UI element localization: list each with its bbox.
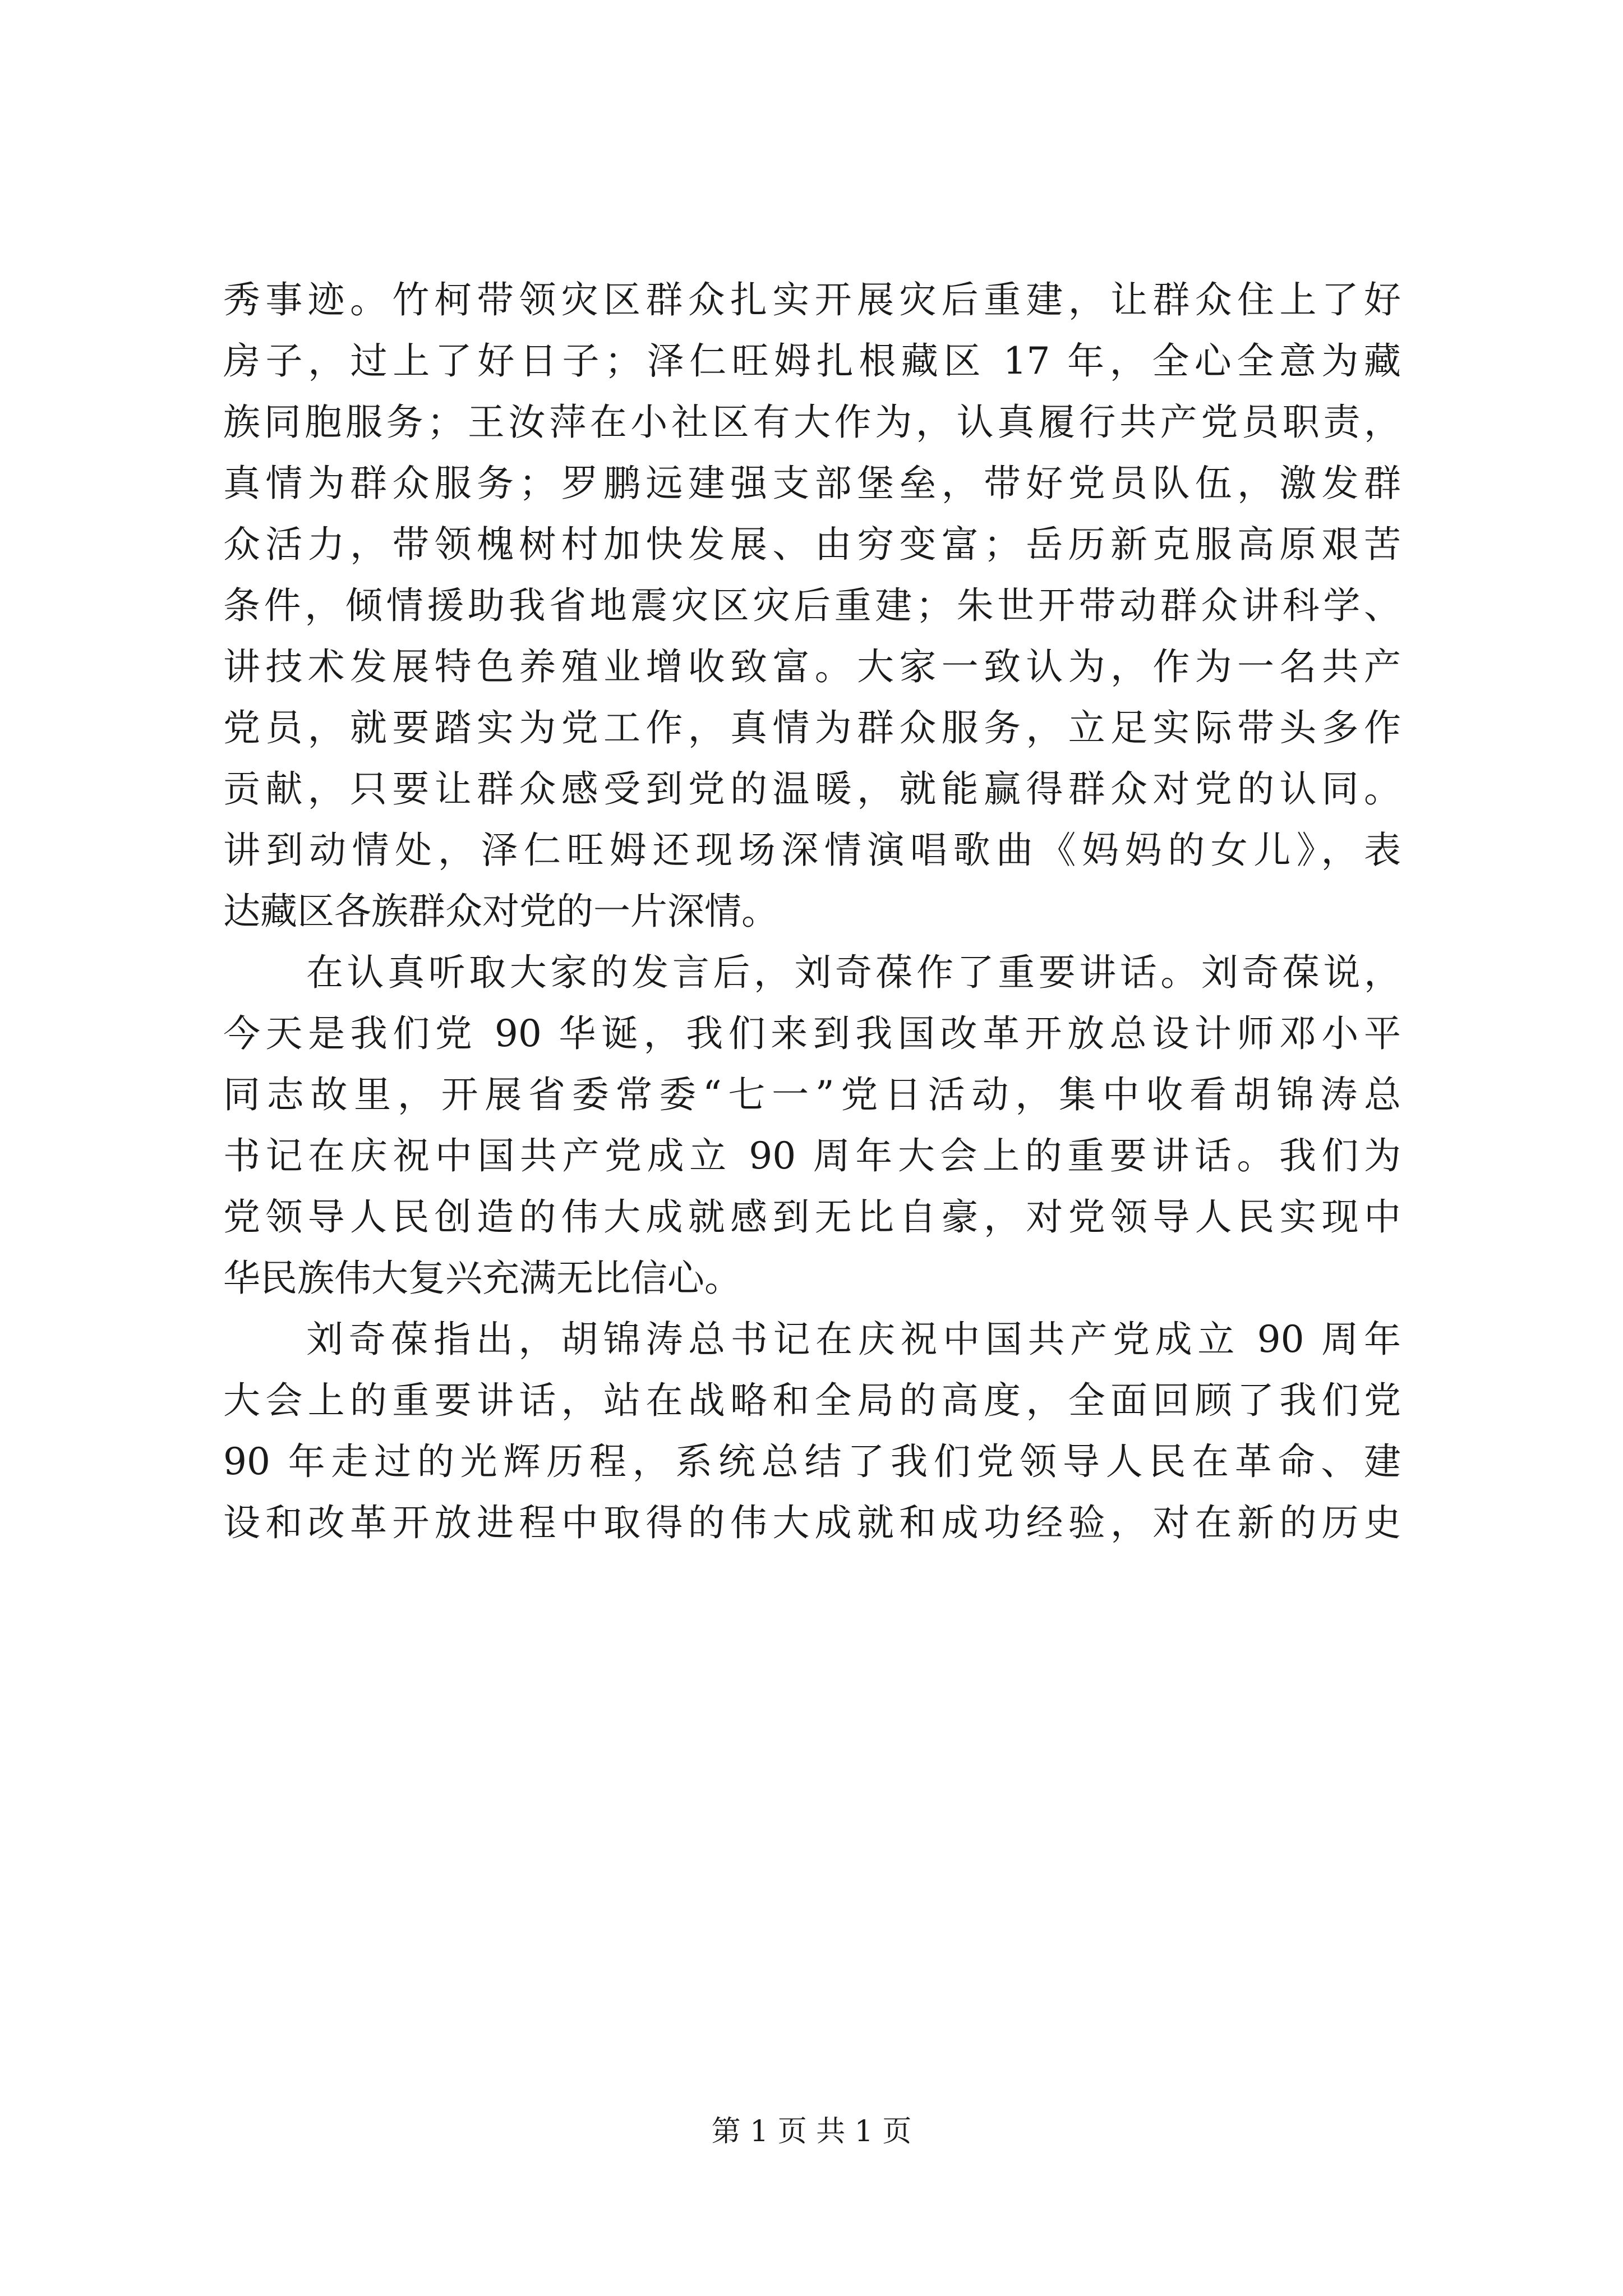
text-line: 华民族伟大复兴充满无比信心。 xyxy=(223,1257,741,1300)
text-line: 讲到动情处，泽仁旺姆还现场深情演唱歌曲《妈妈的女儿》，表 xyxy=(223,829,1401,872)
text-line: 族同胞服务；王汝萍在小社区有大作为，认真履行共产党员职责， xyxy=(223,401,1401,444)
text-line: 90 年走过的光辉历程，系统总结了我们党领导人民在革命、建 xyxy=(223,1440,1401,1483)
paragraph-3 xyxy=(223,1309,1401,1553)
text-line: 房子，过上了好日子；泽仁旺姆扎根藏区 17 年，全心全意为藏 xyxy=(223,339,1401,383)
text-line: 贡献，只要让群众感受到党的温暖，就能赢得群众对党的认同。 xyxy=(223,767,1401,811)
paragraph-2 xyxy=(223,942,1401,1309)
text-line: 设和改革开放进程中取得的伟大成就和成功经验，对在新的历史 xyxy=(223,1501,1401,1544)
text-line: 条件，倾情援助我省地震灾区灾后重建；朱世开带动群众讲科学、 xyxy=(223,584,1401,627)
text-line: 达藏区各族群众对党的一片深情。 xyxy=(223,890,778,933)
text-line: 刘奇葆指出，胡锦涛总书记在庆祝中国共产党成立 90 周年 xyxy=(306,1318,1401,1361)
text-line: 党员，就要踏实为党工作，真情为群众服务，立足实际带头多作 xyxy=(223,706,1401,749)
text-line: 众活力，带领槐树村加快发展、由穷变富；岳历新克服高原艰苦 xyxy=(223,523,1401,566)
text-line: 大会上的重要讲话，站在战略和全局的高度，全面回顾了我们党 xyxy=(223,1379,1401,1422)
paragraph-1 xyxy=(223,269,1401,942)
document-body xyxy=(223,269,1401,1553)
page-number-footer: 第 1 页 共 1 页 xyxy=(711,2115,912,2148)
text-line: 秀事迹。竹柯带领灾区群众扎实开展灾后重建，让群众住上了好 xyxy=(223,278,1401,321)
text-line: 真情为群众服务；罗鹏远建强支部堡垒，带好党员队伍，激发群 xyxy=(223,462,1401,505)
text-line: 讲技术发展特色养殖业增收致富。大家一致认为，作为一名共产 xyxy=(223,645,1401,688)
text-line: 书记在庆祝中国共产党成立 90 周年大会上的重要讲话。我们为 xyxy=(223,1134,1401,1177)
text-line: 党领导人民创造的伟大成就感到无比自豪，对党领导人民实现中 xyxy=(223,1195,1401,1239)
text-line: 今天是我们党 90 华诞，我们来到我国改革开放总设计师邓小平 xyxy=(223,1012,1401,1055)
text-line: 在认真听取大家的发言后，刘奇葆作了重要讲话。刘奇葆说， xyxy=(306,951,1401,994)
text-line: 同志故里，开展省委常委“七一”党日活动，集中收看胡锦涛总 xyxy=(223,1073,1401,1116)
